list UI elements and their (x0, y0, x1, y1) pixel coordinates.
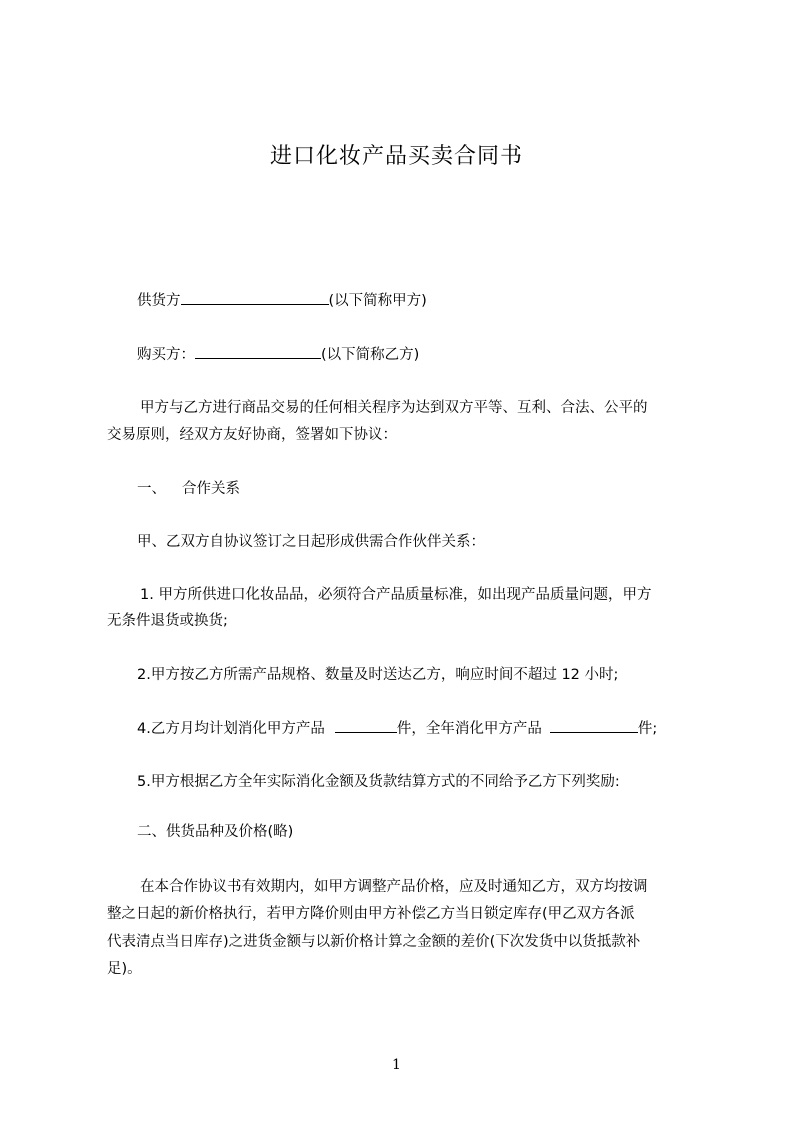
buyer-line (137, 344, 419, 365)
price-paragraph-line-2: 整之日起的新价格执行，若甲方降价则由甲方补偿乙方当日锁定库存(甲乙双方各派 (107, 906, 635, 922)
item5: 5.甲方根据乙方全年实际消化金额及货款结算方式的不同给予乙方下列奖励: (137, 774, 620, 790)
document-title: 进口化妆产品买卖合同书 (269, 144, 523, 169)
price-paragraph-line-4: 足)。 (107, 961, 142, 977)
item1-line-2: 无条件退货或换货; (107, 613, 228, 629)
section2-heading: 二、供货品种及价格(略) (137, 824, 294, 840)
item4-text-3: 件; (637, 721, 658, 737)
monthly-quantity-blank (335, 718, 397, 733)
item4-text-1: 4.乙方月均计划消化甲方产品 (137, 721, 325, 737)
buyer-note: (以下简称乙方) (321, 347, 420, 363)
section1-title: 合作关系 (182, 481, 240, 497)
item4-line (137, 718, 657, 739)
item1-line-1: 1. 甲方所供进口化妆品品，必须符合产品质量标准，如出现产品质量问题，甲方 (140, 587, 652, 603)
buyer-label: 购买方： (137, 347, 195, 363)
section1-number: 一、 (137, 481, 166, 497)
page-number: 1 (392, 1057, 401, 1073)
section1-heading (137, 479, 240, 499)
supplier-label: 供货方 (137, 293, 181, 309)
item2: 2.甲方按乙方所需产品规格、数量及时送达乙方，响应时间不超过 12 小时; (137, 667, 619, 683)
item4-text-2: 件，全年消化甲方产品 (396, 721, 542, 737)
buyer-blank (195, 344, 321, 359)
price-paragraph-line-1: 在本合作协议书有效期内，如甲方调整产品价格，应及时通知乙方，双方均按调 (140, 879, 648, 895)
supplier-note: (以下简称甲方) (328, 293, 427, 309)
intro-line-1: 甲方与乙方进行商品交易的任何相关程序为达到双方平等、互利、合法、公平的 (140, 400, 648, 416)
annual-quantity-blank (550, 718, 638, 733)
price-paragraph-line-3: 代表清点当日库存)之进货金额与以新价格计算之金额的差价(下次发货中以货抵款补 (107, 934, 641, 950)
section1-intro: 甲、乙双方自协议签订之日起形成供需合作伙伴关系： (137, 534, 485, 550)
supplier-blank (181, 290, 329, 305)
supplier-line (137, 290, 427, 311)
intro-line-2: 交易原则，经双方友好协商，签署如下协议： (107, 427, 397, 443)
